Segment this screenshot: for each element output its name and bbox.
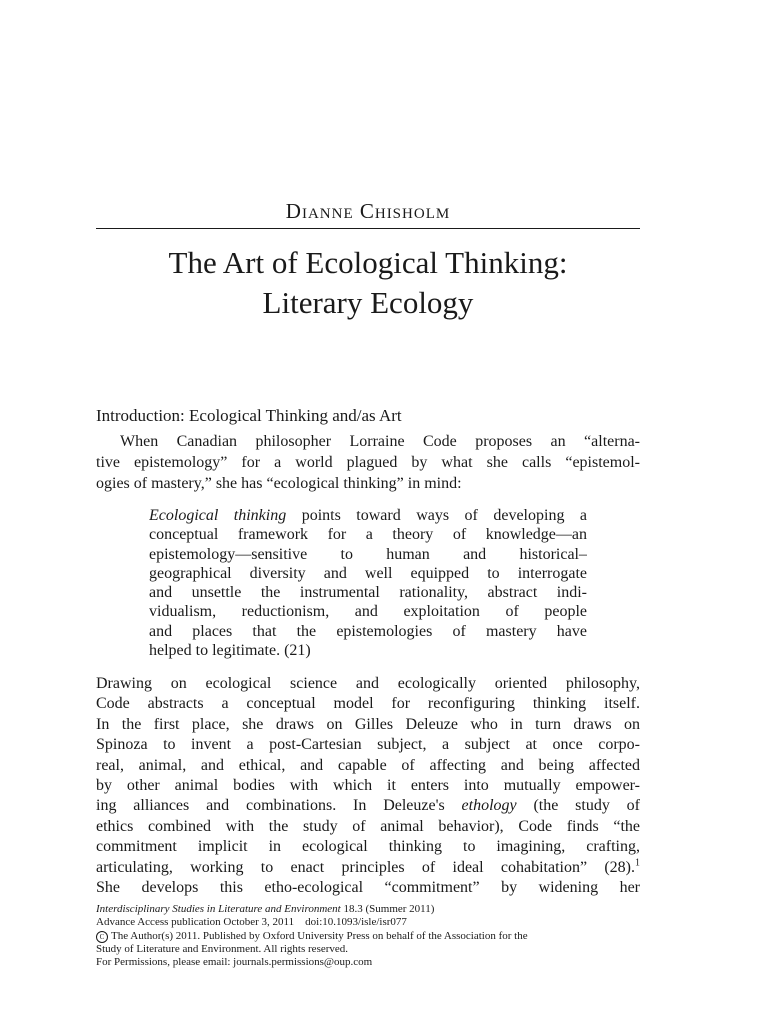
copyright-icon: C [96,931,108,943]
text-line: epistemology—sensitive to human and historical– [149,545,587,563]
journal-citation [96,903,640,916]
copyright-line-2: Study of Literature and Environment. All rights reserved. [96,942,349,955]
advance-access-line: Advance Access publication October 3, 2011 doi:10.1093/isle/isr077 [96,916,407,929]
journal-title: Interdisciplinary Studies in Literature and Environment [96,903,341,915]
quote-text: points toward ways of developing a [286,507,587,524]
text-line: Drawing on ecological science and ecologically oriented philosophy, [96,675,640,692]
paragraph-intro [96,432,640,494]
text-line: geographical diversity and well equipped to interrogate [149,564,587,582]
copyright-line [96,930,640,943]
quote-italic-term: Ecological thinking [149,507,287,524]
text-line [96,796,640,816]
text-line: by other animal bodies with which it enters into mutually empower- [96,777,640,795]
text-line: vidualism, reductionism, and exploitation of people [149,603,587,621]
footnote-marker[interactable]: 1 [635,857,640,869]
text-line: When Canadian philosopher Lorraine Code proposes an “alterna- [120,433,640,450]
text-line: and unsettle the instrumental rationality, abstract indi- [149,584,587,602]
text-line: In the first place, she draws on Gilles Deleuze who in turn draws on [96,715,640,733]
text-line: Code abstracts a conceptual model for reconfiguring thinking itself. [96,695,640,713]
text-line: tive epistemology” for a world plagued by what she calls “epistemol- [96,453,640,471]
journal-issue: 18.3 (Summer 2011) [340,903,435,915]
copyright-text: The Author(s) 2011. Published by Oxford University Press on behalf of the Association for the [111,929,528,942]
section-heading: Introduction: Ecological Thinking and/as Art [96,406,402,425]
title-line: The Art of Ecological Thinking: [168,245,568,280]
text-line: ethics combined with the study of animal behavior), Code finds “the [96,817,640,835]
text-line [149,506,587,525]
publication-footer [96,903,640,969]
text-segment: articulating, working to enact principles of ideal cohabitation” (28). [96,858,635,876]
text-line: She develops this etho-ecological “commitment” by widening her [96,879,640,897]
text-line: Spinoza to invent a post-Cartesian subject, a subject at once corpo- [96,736,640,754]
article-title [96,243,640,323]
text-line: ogies of mastery,” she has “ecological thinking” in mind: [96,474,462,492]
text-line: commitment implicit in ecological thinking to imagining, crafting, [96,838,640,856]
text-line: real, animal, and ethical, and capable of affecting and being affected [96,756,640,774]
header-rule [96,228,640,229]
text-segment: ing alliances and combinations. In Deleuze's [96,797,462,815]
block-quote [149,506,587,660]
author-name: Dianne Chisholm [285,199,451,223]
permissions-line: For Permissions, please email: journals.permissions@oup.com [96,956,373,969]
title-line: Literary Ecology [262,285,474,320]
text-line: helped to legitimate. (21) [149,642,311,660]
text-line: conceptual framework for a theory of knowledge—an [149,526,587,544]
text-line [96,858,640,878]
text-line: and places that the epistemologies of mastery have [149,622,587,640]
paragraph-body [96,674,640,898]
text-segment: (the study of [516,797,640,815]
italic-term: ethology [461,797,517,815]
